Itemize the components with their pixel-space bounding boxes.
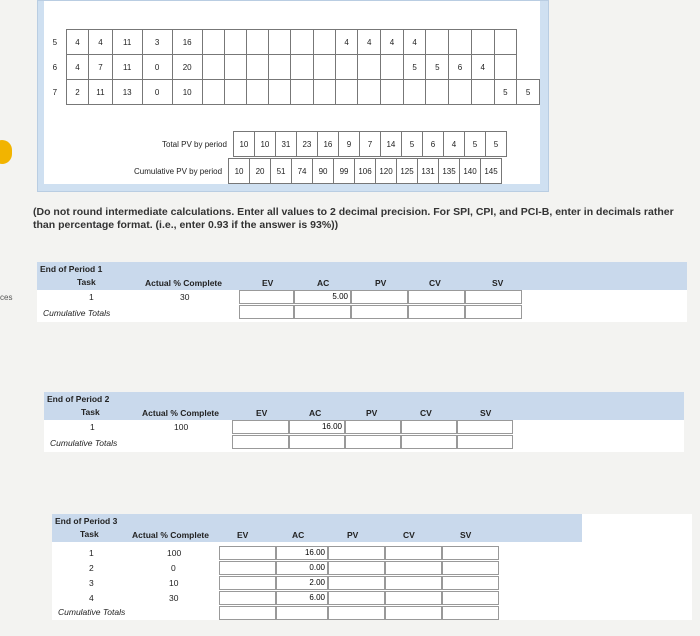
pv-header: PV	[347, 530, 359, 540]
grid-cell: 4	[471, 55, 494, 80]
task-number: 6	[52, 62, 58, 72]
period2-cum-sv-input[interactable]	[457, 435, 513, 449]
period3-sv-input[interactable]	[442, 546, 499, 560]
grid-cell: 4	[89, 30, 112, 55]
period3-ev-input[interactable]	[219, 576, 276, 590]
period3-cum-cv-input[interactable]	[385, 606, 442, 620]
period1-title: End of Period 1	[40, 264, 103, 274]
grid-cell: 10	[172, 80, 202, 105]
grid-cell	[247, 55, 269, 80]
period3-cv-input[interactable]	[385, 546, 442, 560]
cumulative-pv-value: 20	[250, 159, 271, 184]
period3-cum-pv-input[interactable]	[328, 606, 385, 620]
sv-header: SV	[460, 530, 472, 540]
side-marker	[0, 140, 12, 164]
period2-task: 1	[90, 422, 95, 432]
total-pv-value: 31	[275, 132, 296, 157]
period2-cumulative-label: Cumulative Totals	[50, 438, 118, 448]
grid-cell	[381, 55, 404, 80]
period2-cum-pv-input[interactable]	[345, 435, 401, 449]
grid-cell	[224, 55, 246, 80]
period3-ev-input[interactable]	[219, 561, 276, 575]
period3-sv-input[interactable]	[442, 591, 499, 605]
period1-title-cell	[37, 262, 137, 290]
grid-cell	[313, 80, 335, 105]
grid-cell	[426, 30, 449, 55]
period3-ac-input[interactable]: 16.00	[276, 546, 328, 560]
period1-sv-input[interactable]	[465, 290, 522, 304]
total-pv-value: 16	[317, 132, 338, 157]
grid-cell	[426, 80, 449, 105]
cumulative-pv-value: 99	[334, 159, 355, 184]
total-pv-row	[162, 131, 507, 157]
grid-cell	[247, 30, 269, 55]
total-pv-value: 23	[296, 132, 317, 157]
period3-pct: 0	[171, 563, 176, 573]
table-row	[44, 55, 540, 80]
grid-cell	[224, 30, 246, 55]
grid-cell	[269, 30, 291, 55]
cumulative-pv-value: 90	[313, 159, 334, 184]
cv-header: CV	[403, 530, 415, 540]
grid-cell	[449, 80, 472, 105]
period3-ac-input[interactable]: 2.00	[276, 576, 328, 590]
period1-pv-input[interactable]	[351, 290, 408, 304]
period2-cum-cv-input[interactable]	[401, 435, 457, 449]
period1-panel	[37, 262, 687, 322]
cumulative-pv-label: Cumulative PV by period	[134, 166, 223, 176]
grid-cell: 11	[112, 30, 142, 55]
period3-cv-input[interactable]	[385, 591, 442, 605]
grid-cell	[494, 55, 517, 80]
schedule-panel	[37, 0, 549, 192]
ac-header: AC	[292, 530, 305, 540]
total-pv-label: Total PV by period	[162, 139, 227, 149]
task-number: 5	[52, 37, 58, 47]
period3-ac-input[interactable]: 0.00	[276, 561, 328, 575]
period3-panel	[52, 514, 692, 620]
cumulative-pv-row	[134, 158, 502, 184]
period3-ev-input[interactable]	[219, 546, 276, 560]
period3-ev-input[interactable]	[219, 591, 276, 605]
period3-cv-input[interactable]	[385, 576, 442, 590]
period3-task: 4	[89, 593, 94, 603]
grid-cell	[335, 80, 358, 105]
period3-pv-input[interactable]	[328, 546, 385, 560]
period3-sv-input[interactable]	[442, 561, 499, 575]
grid-cell: 5	[517, 80, 540, 105]
table-row	[162, 132, 506, 157]
task-header: Task	[77, 277, 96, 287]
period3-cum-sv-input[interactable]	[442, 606, 499, 620]
period2-sv-input[interactable]	[457, 420, 513, 434]
grid-cell: 20	[172, 55, 202, 80]
grid-cell	[335, 55, 358, 80]
pv-header: PV	[366, 408, 378, 418]
table-row	[134, 159, 502, 184]
grid-cell: 11	[112, 55, 142, 80]
ac-header: AC	[309, 408, 322, 418]
cumulative-pv-value: 10	[229, 159, 250, 184]
period2-cum-ev-input[interactable]	[232, 435, 289, 449]
period1-cum-sv-input[interactable]	[465, 305, 522, 319]
total-pv-value: 9	[338, 132, 359, 157]
total-pv-value: 5	[464, 132, 485, 157]
period1-cum-ac-input[interactable]	[294, 305, 351, 319]
ev-header: EV	[237, 530, 249, 540]
cumulative-pv-value: 106	[355, 159, 376, 184]
total-pv-value: 5	[485, 132, 506, 157]
grid-cell	[269, 55, 291, 80]
sv-header: SV	[492, 278, 504, 288]
cumulative-pv-value: 145	[481, 159, 502, 184]
grid-cell: 4	[66, 30, 89, 55]
task-header: Task	[80, 529, 99, 539]
grid-cell: 2	[66, 80, 89, 105]
grid-cell	[202, 80, 224, 105]
period1-pct: 30	[180, 292, 190, 302]
period3-title: End of Period 3	[55, 516, 118, 526]
period3-task: 2	[89, 563, 94, 573]
ev-header: EV	[262, 278, 274, 288]
grid-cell: 16	[172, 30, 202, 55]
grid-cell: 4	[66, 55, 89, 80]
total-pv-value: 10	[233, 132, 254, 157]
grid-cell: 4	[358, 30, 381, 55]
period1-task: 1	[89, 292, 94, 302]
cumulative-pv-value: 135	[439, 159, 460, 184]
period1-cum-cv-input[interactable]	[408, 305, 465, 319]
pct-header: Actual % Complete	[145, 278, 222, 288]
grid-cell	[202, 55, 224, 80]
grid-cell: 5	[494, 80, 517, 105]
grid-cell	[358, 55, 381, 80]
period1-ev-input[interactable]	[239, 290, 294, 304]
grid-cell	[269, 80, 291, 105]
pct-header: Actual % Complete	[132, 530, 209, 540]
period2-header	[134, 392, 684, 420]
grid-cell	[313, 55, 335, 80]
grid-cell	[471, 30, 494, 55]
period3-cumulative-label: Cumulative Totals	[58, 607, 126, 617]
grid-cell: 4	[403, 30, 426, 55]
grid-cell	[403, 80, 426, 105]
period3-pv-input[interactable]	[328, 591, 385, 605]
schedule-table-area	[44, 1, 540, 184]
grid-cell	[381, 80, 404, 105]
grid-cell	[471, 80, 494, 105]
total-pv-value: 7	[359, 132, 380, 157]
grid-cell: 5	[403, 55, 426, 80]
grid-cell: 5	[426, 55, 449, 80]
period3-header	[127, 514, 582, 542]
cumulative-pv-value: 51	[271, 159, 292, 184]
period2-title-cell	[44, 392, 134, 420]
period3-title-cell	[52, 514, 127, 542]
period3-pct: 30	[169, 593, 179, 603]
pv-header: PV	[375, 278, 387, 288]
total-pv-value: 14	[380, 132, 401, 157]
side-label: ces	[0, 293, 13, 302]
instructions-text: (Do not round intermediate calculations. Enter all values to 2 decimal precision. For SPI, CPI, and PCI-B, enter in decimals rather than percentage format. (i.e., enter 0.93 if the answer is 93%))	[33, 206, 674, 231]
period3-cv-input[interactable]	[385, 561, 442, 575]
period1-cum-ev-input[interactable]	[239, 305, 294, 319]
cumulative-pv-value: 74	[292, 159, 313, 184]
period2-title: End of Period 2	[47, 394, 110, 404]
period3-task: 1	[89, 548, 94, 558]
period2-cv-input[interactable]	[401, 420, 457, 434]
sv-header: SV	[480, 408, 492, 418]
grid-cell: 13	[112, 80, 142, 105]
grid-cell: 4	[381, 30, 404, 55]
period3-sv-input[interactable]	[442, 576, 499, 590]
table-row	[44, 80, 540, 105]
period1-cumulative-label: Cumulative Totals	[43, 308, 111, 318]
cumulative-pv-value: 140	[460, 159, 481, 184]
cumulative-pv-value: 131	[418, 159, 439, 184]
total-pv-value: 10	[254, 132, 275, 157]
grid-cell: 0	[142, 80, 172, 105]
period3-pct: 100	[167, 548, 182, 558]
total-pv-value: 5	[401, 132, 422, 157]
grid-cell: 0	[142, 55, 172, 80]
period3-cum-ac-input[interactable]	[276, 606, 328, 620]
period3-cum-ev-input[interactable]	[219, 606, 276, 620]
grid-cell	[358, 80, 381, 105]
grid-cell: 7	[89, 55, 112, 80]
ev-header: EV	[256, 408, 268, 418]
period2-ev-input[interactable]	[232, 420, 289, 434]
period3-ac-input[interactable]: 6.00	[276, 591, 328, 605]
task-header: Task	[81, 407, 100, 417]
period3-pv-input[interactable]	[328, 561, 385, 575]
task-number: 7	[52, 87, 58, 97]
cumulative-pv-value: 125	[397, 159, 418, 184]
period3-task: 3	[89, 578, 94, 588]
grid-cell	[313, 30, 335, 55]
period1-header	[137, 262, 687, 290]
cumulative-pv-value: 120	[376, 159, 397, 184]
period1-ac-input[interactable]: 5.00	[294, 290, 351, 304]
grid-cell	[247, 80, 269, 105]
period2-cum-ac-input[interactable]	[289, 435, 345, 449]
grid-cell	[494, 30, 517, 55]
period3-pv-input[interactable]	[328, 576, 385, 590]
grid-cell	[291, 55, 313, 80]
period1-cum-pv-input[interactable]	[351, 305, 408, 319]
schedule-grid	[44, 29, 540, 105]
grid-cell: 4	[335, 30, 358, 55]
period2-pv-input[interactable]	[345, 420, 401, 434]
period3-pct: 10	[169, 578, 179, 588]
grid-cell	[202, 30, 224, 55]
grid-cell	[224, 80, 246, 105]
period1-cv-input[interactable]	[408, 290, 465, 304]
period2-ac-input[interactable]: 16.00	[289, 420, 345, 434]
total-pv-value: 4	[443, 132, 464, 157]
cv-header: CV	[429, 278, 441, 288]
period2-panel	[44, 392, 684, 452]
total-pv-value: 6	[422, 132, 443, 157]
grid-cell: 6	[449, 55, 472, 80]
grid-cell	[291, 30, 313, 55]
period2-pct: 100	[174, 422, 189, 432]
grid-cell	[449, 30, 472, 55]
pct-header: Actual % Complete	[142, 408, 219, 418]
grid-cell: 11	[89, 80, 112, 105]
ac-header: AC	[317, 278, 330, 288]
table-row	[44, 30, 540, 55]
grid-cell: 3	[142, 30, 172, 55]
grid-cell	[291, 80, 313, 105]
cv-header: CV	[420, 408, 432, 418]
